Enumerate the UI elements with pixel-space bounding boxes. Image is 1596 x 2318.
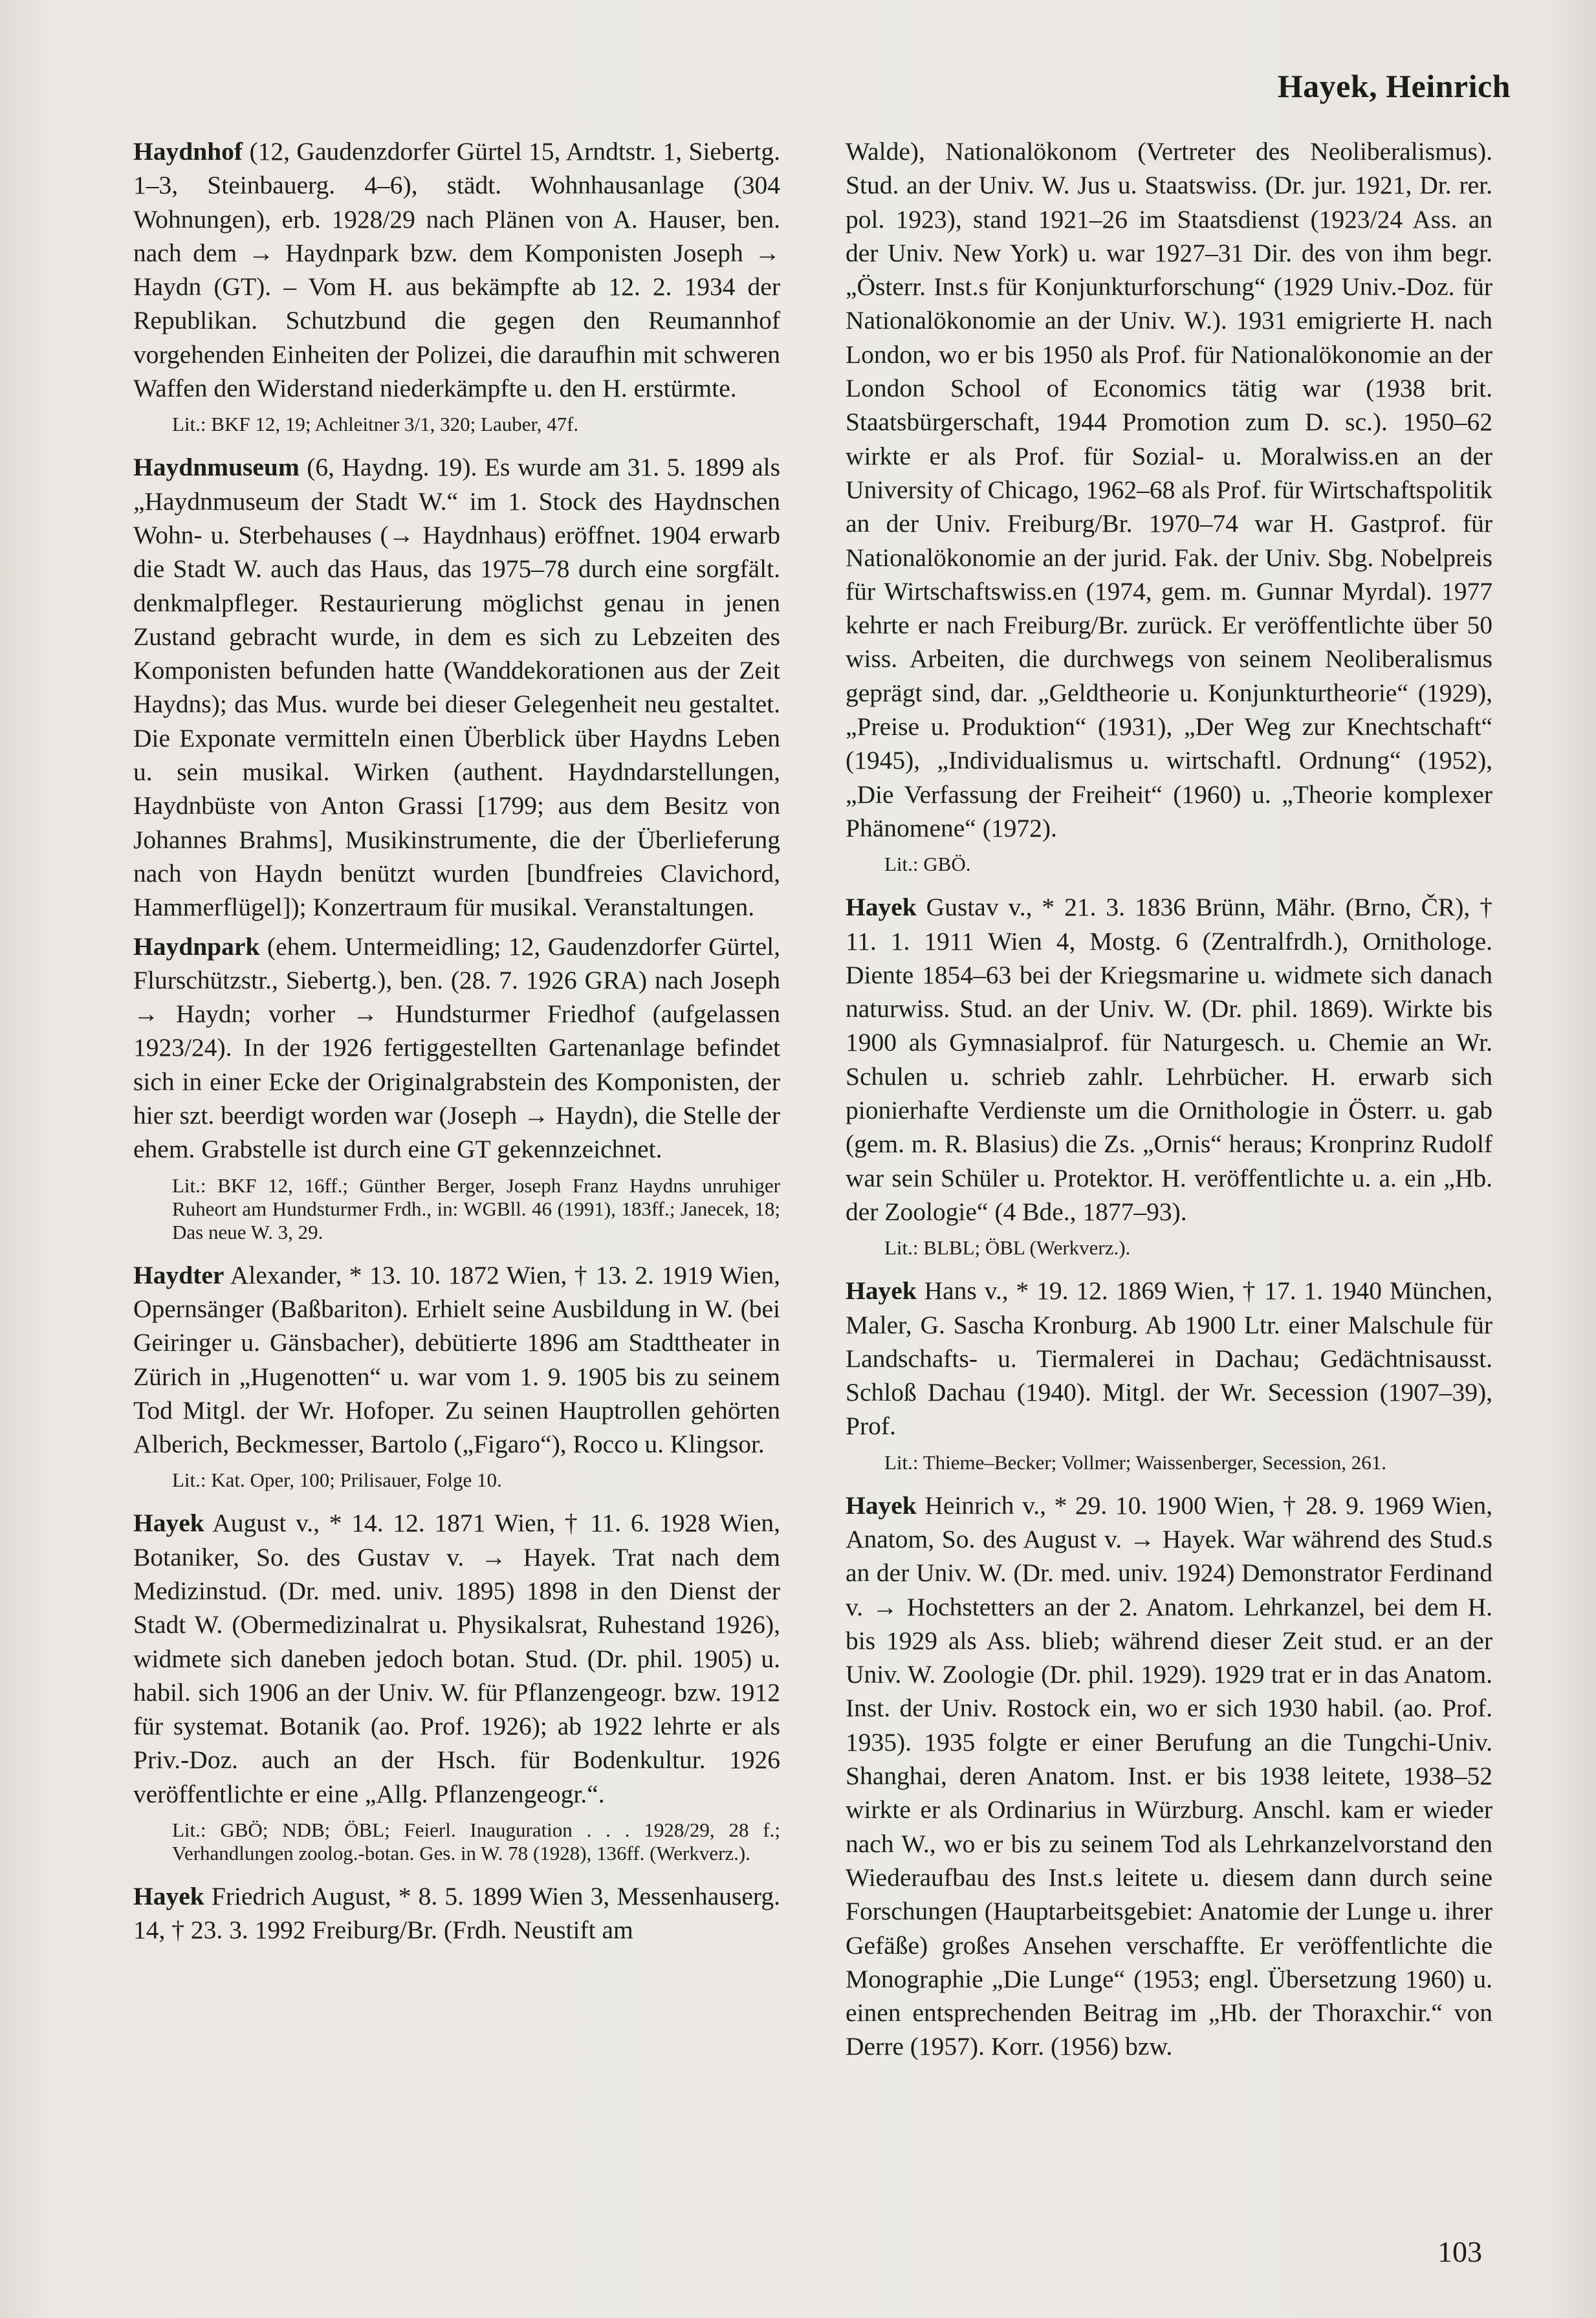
headword: Haydnhof [133, 137, 243, 166]
headword: Haydter [133, 1260, 224, 1289]
headword: Hayek [133, 1509, 204, 1538]
entry-text: Heinrich v., * 29. 10. 1900 Wien, † 28. 9. 1969 Wien, Anatom, So. des August v. → Hayek. War während des Stud.s an der Univ. W. (Dr. med. univ. 1924) Demonstrator Ferdinand v. → Hochstetters an der 2. Anatom. Lehrkanzel, bei dem H. bis 1929 als Ass. blieb; während dieser Zeit stud. er an der Univ. W. Zoologie (Dr. phil. 1929). 1929 trat er in das Anatom. Inst. der Univ. Rostock ein, wo er sich 1930 habil. (ao. Prof. 1935). 1935 folgte er einer Berufung an die Tungchi-Univ. Shanghai, deren Anatom. Inst. er bis 1938 leitete, 1938–52 wirkte er als Ordinarius in Würzburg. Anschl. kam er wieder nach W., wo er bis zu seinem Tod als Lehrkanzelvorstand den Wiederaufbau des Inst.s leitete u. diesem dann durch seine Forschungen (Hauptarbeitsgebiet: Anatomie der Lunge u. ihrer Gefäße) großes Ansehen verschaffte. Er veröffentlichte die Monographie „Die Lunge“ (1953; engl. Übersetzung 1960) u. einen entsprechenden Beitrag im „Hb. der Thoraxchir.“ von Derre (1957). Korr. (1956) bzw. [846, 1491, 1492, 2061]
running-head: Hayek, Heinrich [1277, 68, 1511, 104]
entry-hayek-august [133, 1506, 780, 1811]
entry-text: (6, Haydng. 19). Es wurde am 31. 5. 1899 als „Haydnmuseum der Stadt W.“ im 1. Stock des Haydnschen Wohn- u. Sterbehauses (→ Haydnhaus) eröffnet. 1904 erwarb die Stadt W. auch das Haus, das 1975–78 durch eine sorgfält. denkmalpfleger. Restaurierung möglichst genau in jenen Zustand gebracht wurde, in dem es sich zu Lebzeiten des Komponisten befunden hatte (Wanddekorationen aus der Zeit Haydns); das Mus. wurde bei dieser Gelegenheit neu gestaltet. Die Exponate vermitteln einen Überblick über Haydns Leben u. sein musikal. Wirken (authent. Haydndarstellungen, Haydnbüste von Anton Grassi [1799; aus dem Besitz von Johannes Brahms], Musikinstrumente, die der Überlieferung nach von Haydn benützt wurden [bundfreies Clavichord, Hammerflügel]); Konzertraum für musikal. Veranstaltungen. [133, 453, 780, 922]
entry-hayek-friedrich [133, 1879, 780, 1947]
literature-reference: Lit.: Kat. Oper, 100; Prilisauer, Folge 10. [172, 1469, 502, 1492]
entry-haydnmuseum [133, 450, 780, 924]
entry-haydnhof [133, 135, 780, 405]
entry-text: August v., * 14. 12. 1871 Wien, † 11. 6. 1928 Wien, Botaniker, So. des Gustav v. → Hayek. Trat nach dem Medizinstud. (Dr. med. univ. 1895) 1898 in den Dienst der Stadt W. (Obermedizinalrat u. Physikalsrat, Ruhestand 1926), widmete sich daneben jedoch botan. Stud. (Dr. phil. 1905) u. habil. sich 1906 an der Univ. W. für Pflanzengeogr. bzw. 1912 für systemat. Botanik (ao. Prof. 1926); ab 1922 lehrte er als Priv.-Doz. auch an der Hsch. für Bodenkultur. 1926 veröffentlichte er eine „Allg. Pflanzengeogr.“. [133, 1509, 780, 1808]
right-column [846, 135, 1492, 2069]
entry-haydter [133, 1258, 780, 1461]
headword: Hayek [846, 893, 917, 922]
entry-text: Friedrich August, * 8. 5. 1899 Wien 3, Messenhauserg. 14, † 23. 3. 1992 Freiburg/Br. (Frdh. Neustift am [133, 1882, 780, 1945]
entry-text: (12, Gaudenzdorfer Gürtel 15, Arndtstr. 1, Siebertg. 1–3, Steinbauerg. 4–6), städt. Wohnhausanlage (304 Wohnungen), erb. 1928/29 nach Plänen von A. Hauser, ben. nach dem → Haydnpark bzw. dem Komponisten Joseph → Haydn (GT). – Vom H. aus bekämpfte ab 12. 2. 1934 der Republikan. Schutzbund die gegen den Reumannhof vorgehenden Einheiten der Polizei, die daraufhin mit schweren Waffen den Widerstand niederkämpfte u. den H. erstürmte. [133, 137, 780, 403]
headword: Hayek [846, 1491, 917, 1520]
entry-text: Walde), Nationalökonom (Vertreter des Neoliberalismus). Stud. an der Univ. W. Jus u. Staatswiss. (Dr. jur. 1921, Dr. rer. pol. 1923), stand 1921–26 im Staatsdienst (1923/24 Ass. an der Univ. New York) u. war 1927–31 Dir. des von ihm begr. „Österr. Inst.s für Konjunkturforschung“ (1929 Univ.-Doz. für Nationalökonomie an der Univ. W.). 1931 emigrierte H. nach London, wo er bis 1950 als Prof. für Nationalökonomie an der London School of Economics tätig war (1938 brit. Staatsbürgerschaft, 1944 Promotion zum D. sc.). 1950–62 wirkte er als Prof. für Sozial- u. Moralwiss.en an der University of Chicago, 1962–68 als Prof. für Wirtschaftspolitik an der Univ. Freiburg/Br. 1970–74 war H. Gastprof. für Nationalökonomie an der jurid. Fak. der Univ. Sbg. Nobelpreis für Wirtschaftswiss.en (1974, gem. m. Gunnar Myrdal). 1977 kehrte er nach Freiburg/Br. zurück. Er veröffentlichte über 50 wiss. Arbeiten, die durchwegs von seinem Neoliberalismus geprägt sind, dar. „Geldtheorie u. Konjunkturtheorie“ (1929), „Preise u. Produktion“ (1931), „Der Weg zur Knechtschaft“ (1945), „Individualismus u. wirtschaftl. Ordnung“ (1952), „Die Verfassung der Freiheit“ (1960) u. „Theorie komplexer Phänomene“ (1972). [846, 137, 1492, 842]
literature-reference: Lit.: Thieme–Becker; Vollmer; Waissenberger, Secession, 261. [884, 1450, 1386, 1474]
literature-reference: Lit.: BLBL; ÖBL (Werkverz.). [884, 1236, 1131, 1260]
literature-reference: Lit.: BKF 12, 16ff.; Günther Berger, Joseph Franz Haydns unruhiger Ruheort am Hundsturmer Frdh., in: WGBll. 46 (1991), 183ff.; Janecek, 18; Das neue W. 3, 29. [172, 1174, 780, 1243]
entry-hayek-friedrich-continued [846, 135, 1492, 845]
entry-text: (ehem. Untermeidling; 12, Gaudenzdorfer Gürtel, Flurschützstr., Siebertg.), ben. (28. 7. 1926 GRA) nach Joseph → Haydn; vorher → Hundsturmer Friedhof (aufgelassen 1923/24). In der 1926 fertiggestellten Gartenanlage befindet sich in einer Ecke der Originalgrabstein des Komponisten, der hier szt. beerdigt worden war (Joseph → Haydn), die Stelle der ehem. Grabstelle ist durch eine GT gekennzeichnet. [133, 932, 780, 1164]
headword: Hayek [846, 1276, 917, 1306]
entry-hayek-hans [846, 1274, 1492, 1443]
literature-reference: Lit.: GBÖ. [884, 853, 971, 876]
page-number: 103 [1437, 2235, 1482, 2268]
literature-reference: Lit.: BKF 12, 19; Achleitner 3/1, 320; Lauber, 47f. [172, 413, 579, 436]
headword: Haydnpark [133, 932, 260, 961]
literature-reference: Lit.: GBÖ; NDB; ÖBL; Feierl. Inauguration . . . 1928/29, 28 f.; Verhandlungen zoolog.-botan. Ges. in W. 78 (1928), 136ff. (Werkverz.). [172, 1819, 780, 1865]
left-column [133, 135, 780, 1952]
headword: Hayek [133, 1882, 204, 1911]
entry-text: Alexander, * 13. 10. 1872 Wien, † 13. 2. 1919 Wien, Opernsänger (Baßbariton). Erhielt seine Ausbildung in W. (bei Geiringer u. Gänsbacher), debütierte 1896 am Stadttheater in Zürich in „Hugenotten“ u. war vom 1. 9. 1905 bis zu seinem Tod Mitgl. der Wr. Hofoper. Zu seinen Hauptrollen gehörten Alberich, Beckmesser, Bartolo („Figaro“), Rocco u. Klingsor. [133, 1260, 780, 1459]
headword: Haydnmuseum [133, 453, 300, 482]
entry-text: Hans v., * 19. 12. 1869 Wien, † 17. 1. 1940 München, Maler, G. Sascha Kronburg. Ab 1900 Ltr. einer Malschule für Landschafts- u. Tiermalerei in Dachau; Gedächtnisausst. Schloß Dachau (1940). Mitgl. der Wr. Secession (1907–39), Prof. [846, 1276, 1492, 1441]
entry-hayek-gustav [846, 890, 1492, 1229]
entry-text: Gustav v., * 21. 3. 1836 Brünn, Mähr. (Brno, ČR), † 11. 1. 1911 Wien 4, Mostg. 6 (Zentralfrdh.), Ornithologe. Diente 1854–63 bei der Kriegsmarine u. widmete sich danach naturwiss. Stud. an der Univ. W. (Dr. phil. 1869). Wirkte bis 1900 als Gymnasialprof. für Naturgesch. u. Chemie an Wr. Schulen u. schrieb zahlr. Lehrbücher. H. erwarb sich pionierhafte Verdienste um die Ornithologie in Österr. u. gab (gem. m. R. Blasius) die Zs. „Ornis“ heraus; Kronprinz Rudolf war sein Schüler u. Protektor. H. veröffentlichte u. a. ein „Hb. der Zoologie“ (4 Bde., 1877–93). [846, 893, 1492, 1226]
entry-haydnpark [133, 930, 780, 1166]
entry-hayek-heinrich [846, 1489, 1492, 2064]
